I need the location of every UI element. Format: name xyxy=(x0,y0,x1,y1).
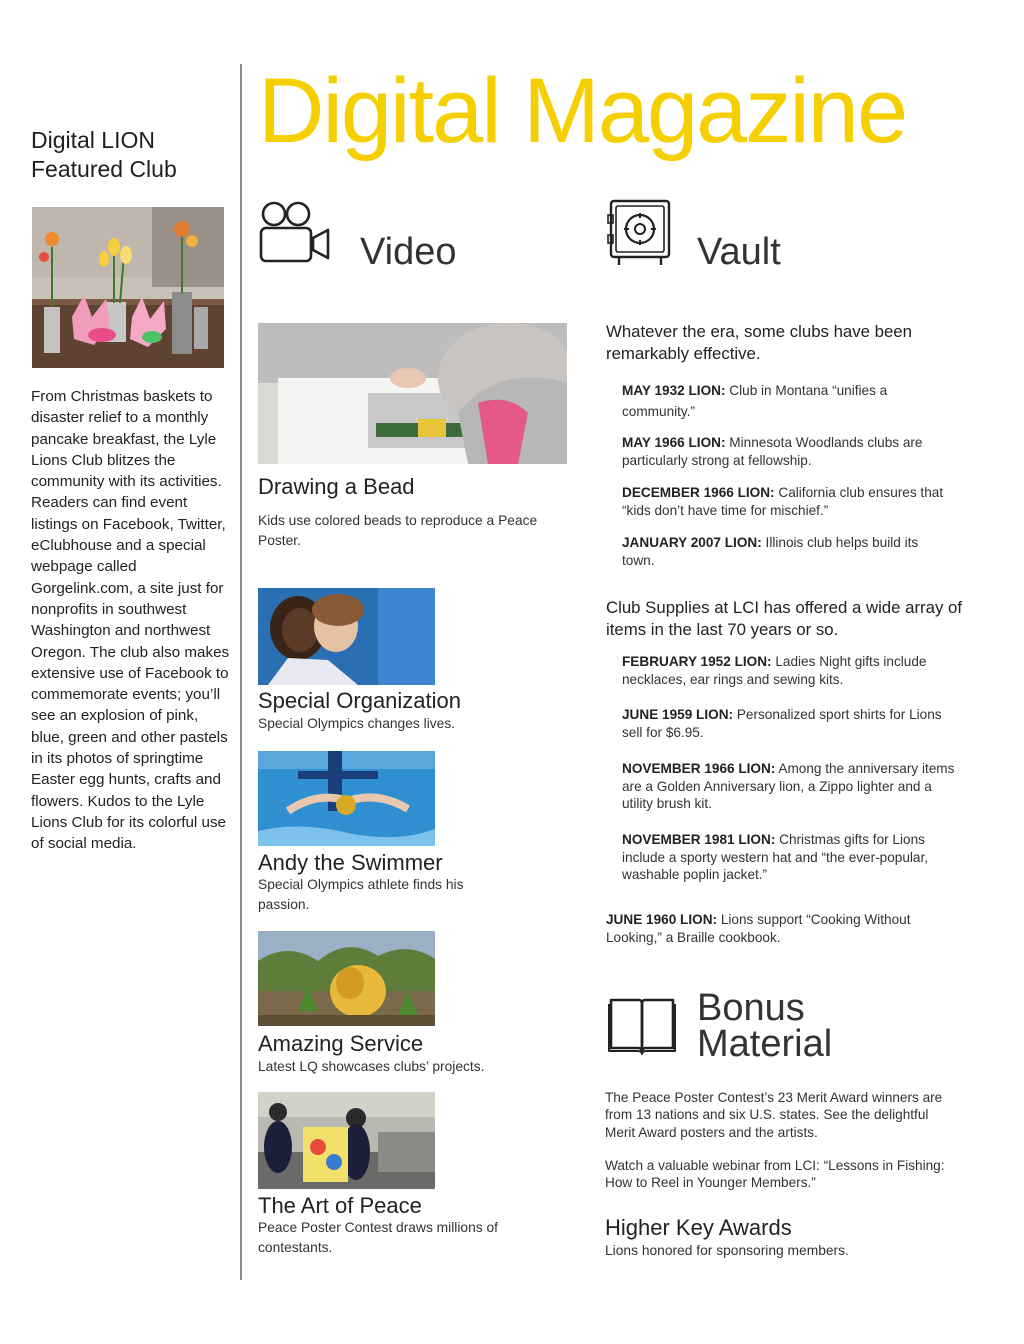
bonus-title-line2: Material xyxy=(697,1023,833,1065)
video-title-drawing-a-bead[interactable]: Drawing a Bead xyxy=(258,474,415,499)
vault-entry-text: Ladies Night gifts include necklaces, ear rings and sewing kits. xyxy=(622,654,927,687)
vault-entry-text: Among the anniversary items are a Golden Anniversary lion, a Zippo lighter and a utility brush kit. xyxy=(622,761,955,811)
vault-entry[interactable] xyxy=(622,380,952,422)
the-art-of-peace-image xyxy=(258,1092,435,1189)
video-thumbnail-special-organization[interactable] xyxy=(258,588,435,685)
featured-club-heading-line2: Featured Club xyxy=(31,156,177,182)
video-camera-icon xyxy=(258,200,332,264)
video-desc-drawing-a-bead: Kids use colored beads to reproduce a Peace Poster. xyxy=(258,513,538,548)
video-title-special-organization[interactable]: Special Organization xyxy=(258,688,462,713)
masthead-title: Digital Magazine xyxy=(258,60,907,162)
featured-club-heading-line1: Digital LION xyxy=(31,127,155,153)
vault-entry-text: Minnesota Woodlands clubs are particularly strong at fellowship. xyxy=(622,435,923,468)
vault-entry-date: NOVEMBER 1966 LION: xyxy=(622,761,776,776)
vault-entry-text: Personalized sport shirts for Lions sell for $6.95. xyxy=(622,707,942,740)
vault-entry-text: Illinois club helps build its town. xyxy=(622,535,919,568)
featured-club-photo-image xyxy=(32,207,224,368)
vault-entry-text: Club in Montana “unifies a community.” xyxy=(622,383,888,419)
bonus-feature-desc: Lions honored for sponsoring members. xyxy=(605,1243,849,1258)
safe-vault-icon xyxy=(607,199,673,267)
open-book-icon xyxy=(607,994,677,1056)
vault-entry-text: Lions support “Cooking Without Looking,” a Braille cookbook. xyxy=(606,912,911,945)
vault-intro-club-supplies: Club Supplies at LCI has offered a wide array of items in the last 70 years or so. xyxy=(606,598,963,639)
vault-entry[interactable] xyxy=(622,534,952,569)
bonus-peace-poster-paragraph[interactable]: The Peace Poster Contest’s 23 Merit Award winners are from 13 nations and six U.S. states. See the delightful Merit Award posters and the artists. xyxy=(605,1090,943,1140)
bonus-feature-title[interactable]: Higher Key Awards xyxy=(605,1215,792,1240)
video-desc-special-organization: Special Olympics changes lives. xyxy=(258,716,456,731)
vault-entry-date: MAY 1932 LION: xyxy=(622,383,726,398)
vault-entry-text: California club ensures that “kids don’t have time for mischief.” xyxy=(622,485,944,518)
video-thumbnail-the-art-of-peace[interactable] xyxy=(258,1092,435,1189)
vault-entry[interactable] xyxy=(622,653,962,688)
bonus-material-section-title xyxy=(697,987,897,1065)
video-section-title: Video xyxy=(360,231,457,273)
column-divider xyxy=(240,64,242,1280)
vault-entry[interactable] xyxy=(622,706,952,741)
special-organization-image xyxy=(258,588,435,685)
vault-entry-date: MAY 1966 LION: xyxy=(622,435,726,450)
vault-entry-text: Christmas gifts for Lions include a sporty western hat and “the ever-popular, washable poplin jacket.” xyxy=(622,832,929,882)
vault-entry-date: JANUARY 2007 LION: xyxy=(622,535,762,550)
video-thumbnail-drawing-a-bead[interactable] xyxy=(258,323,567,464)
vault-entry[interactable] xyxy=(622,760,962,813)
vault-entry-date: JUNE 1959 LION: xyxy=(622,707,734,722)
vault-entry[interactable] xyxy=(606,911,956,946)
video-desc-the-art-of-peace: Peace Poster Contest draws millions of contestants. xyxy=(258,1220,499,1255)
vault-entry-date: DECEMBER 1966 LION: xyxy=(622,485,775,500)
vault-entry-date: FEBRUARY 1952 LION: xyxy=(622,654,772,669)
video-thumbnail-amazing-service[interactable] xyxy=(258,931,435,1026)
bonus-webinar-paragraph[interactable]: Watch a valuable webinar from LCI: “Lessons in Fishing: How to Reel in Younger Members.” xyxy=(605,1158,945,1191)
video-desc-andy-the-swimmer: Special Olympics athlete finds his passion. xyxy=(258,877,464,912)
bonus-title-line1: Bonus xyxy=(697,987,805,1029)
featured-club-heading xyxy=(31,126,231,184)
vault-entry[interactable] xyxy=(622,484,952,519)
video-thumbnail-andy-the-swimmer[interactable] xyxy=(258,751,435,846)
vault-entry[interactable] xyxy=(622,831,952,884)
video-title-andy-the-swimmer[interactable]: Andy the Swimmer xyxy=(258,850,443,875)
vault-entry-date: JUNE 1960 LION: xyxy=(606,912,718,927)
video-desc-amazing-service: Latest LQ showcases clubs’ projects. xyxy=(258,1059,485,1074)
video-title-the-art-of-peace[interactable]: The Art of Peace xyxy=(258,1193,422,1218)
featured-club-photo[interactable] xyxy=(32,207,224,368)
featured-club-story: From Christmas baskets to disaster relief to a monthly pancake breakfast, the Lyle Lions Club blitzes the community with its activities. Readers can find event listings on Facebook, Twitter, eClubhouse and a special webpage called Gorgelink.com, a site just for nonprofits in southwest Washington and northwest Oregon. The club also makes extensive use of Facebook to commemorate events; you’ll see an explosion of pink, blue, green and other pastels in its photos of springtime Easter egg hunts, crafts and flowers. Kudos to the Lyle Lions Club for its colorful use of social media. xyxy=(31,388,230,853)
vault-entry-date: NOVEMBER 1981 LION: xyxy=(622,832,776,847)
amazing-service-image xyxy=(258,931,435,1026)
vault-intro-effective-clubs: Whatever the era, some clubs have been remarkably effective. xyxy=(606,322,912,363)
drawing-a-bead-image xyxy=(258,323,567,464)
video-title-amazing-service[interactable]: Amazing Service xyxy=(258,1031,424,1056)
vault-section-title: Vault xyxy=(697,231,781,273)
vault-entry[interactable] xyxy=(622,434,952,469)
andy-the-swimmer-image xyxy=(258,751,435,846)
